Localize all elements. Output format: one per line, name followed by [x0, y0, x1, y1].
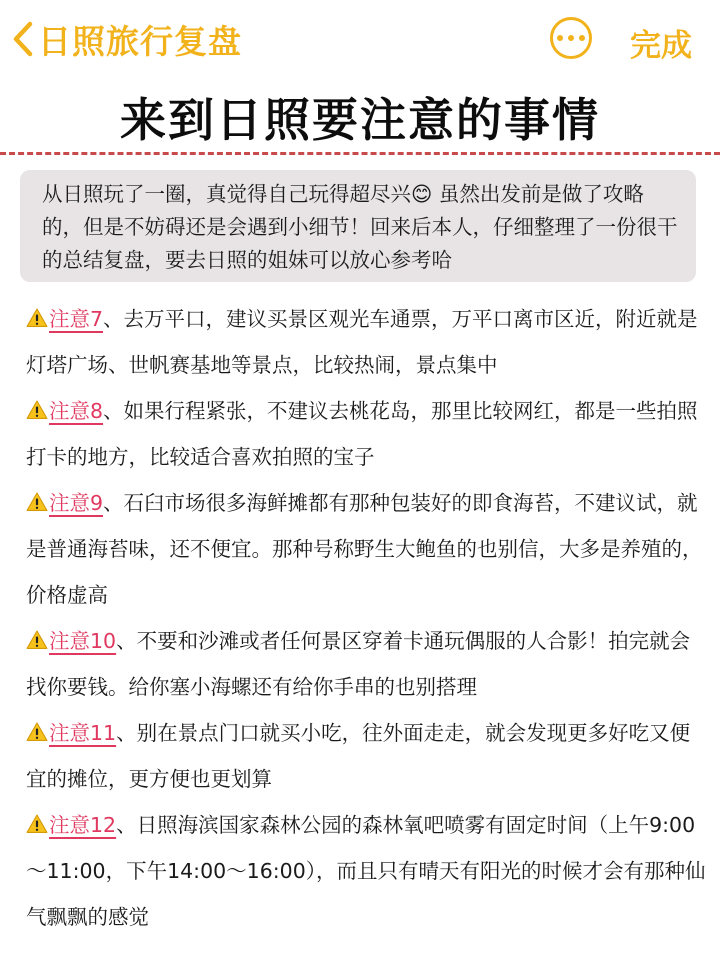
more-button[interactable] — [550, 17, 592, 59]
done-button[interactable]: 完成 — [630, 28, 692, 64]
back-label: 日照旅行复盘 — [38, 21, 242, 61]
warning-icon — [26, 721, 48, 743]
note-item — [26, 388, 706, 480]
more-dots-icon — [557, 35, 563, 41]
note-text: 、日照海滨国家森林公园的森林氧吧喷雾有固定时间（上午9:00～11:00，下午14:00～16:00），而且只有晴天有阳光的时候才会有那种仙气飘飘的感觉 — [26, 813, 706, 929]
note-item — [26, 480, 706, 618]
intro-text-part2: 虽然出发前是做了攻略的，但是不妨碍还是会遇到小细节！回来后本人，仔细整理了一份很干的总结复盘，要去日照的姐妹可以放心参考哈 — [42, 182, 678, 272]
note-text: 、不要和沙滩或者任何景区穿着卡通玩偶服的人合影！拍完就会找你要钱。给你塞小海螺还有给你手串的也别搭理 — [26, 629, 691, 699]
warning-icon — [26, 307, 48, 329]
note-label: 注意7 — [49, 307, 104, 331]
intro-text-part1: 从日照玩了一圈，真觉得自己玩得超尽兴 — [42, 182, 411, 206]
warning-icon — [26, 491, 48, 513]
note-text: 、如果行程紧张，不建议去桃花岛，那里比较网红，都是一些拍照打卡的地方，比较适合喜欢拍照的宝子 — [26, 399, 698, 469]
note-label: 注意11 — [49, 721, 117, 745]
note-label: 注意8 — [49, 399, 104, 423]
note-item — [26, 296, 706, 388]
warning-icon — [26, 629, 48, 651]
top-bar — [0, 0, 720, 80]
notes-list — [26, 296, 706, 940]
note-label: 注意10 — [49, 629, 117, 653]
note-text: 、别在景点门口就买小吃，往外面走走，就会发现更多好吃又便宜的摊位，更方便也更划算 — [26, 721, 691, 791]
page-title: 来到日照要注意的事情 — [120, 93, 600, 147]
smile-emoji-icon: 😊 — [411, 182, 433, 206]
warning-icon — [26, 813, 48, 835]
dashed-divider — [0, 152, 720, 155]
note-item — [26, 802, 706, 940]
chevron-left-icon — [12, 21, 34, 57]
note-text: 、去万平口，建议买景区观光车通票，万平口离市区近，附近就是灯塔广场、世帆赛基地等景点，比较热闹，景点集中 — [26, 307, 698, 377]
back-button[interactable] — [12, 14, 242, 64]
note-item — [26, 618, 706, 710]
warning-icon — [26, 399, 48, 421]
note-text: 、石臼市场很多海鲜摊都有那种包装好的即食海苔，不建议试，就是普通海苔味，还不便宜。那种号称野生大鲍鱼的也别信，大多是养殖的，价格虚高 — [26, 491, 703, 607]
note-item — [26, 710, 706, 802]
note-label: 注意9 — [49, 491, 104, 515]
note-label: 注意12 — [49, 813, 117, 837]
intro-block — [20, 170, 696, 282]
